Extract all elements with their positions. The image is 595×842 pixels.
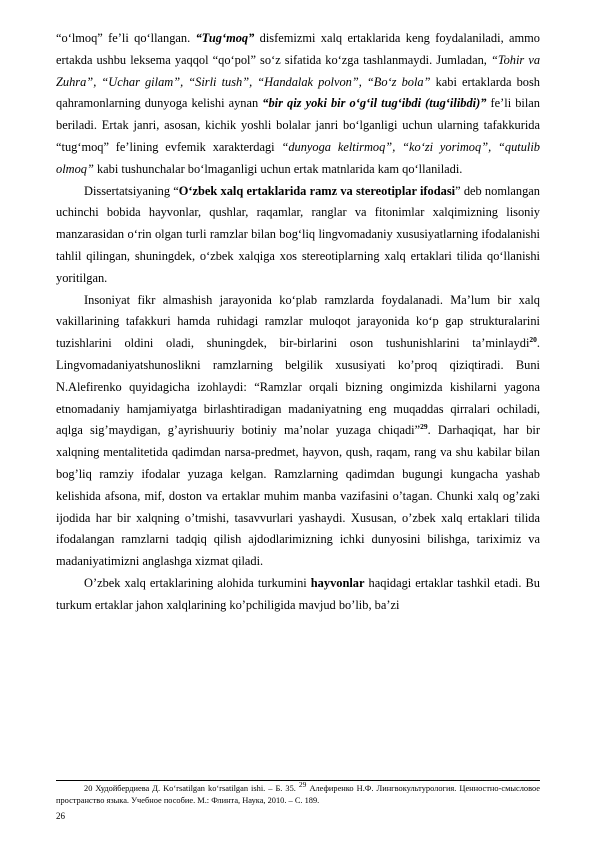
p4-text-2: haqidagi ertaklar tashkil etadi. Bu turkum ertaklar jahon xalqlarining ko’pchiligida mavjud bo’lib, ba’zi — [56, 575, 540, 612]
p1-text-1: “o‘lmoq” fe’li qo‘llangan. — [56, 31, 196, 45]
p1-text-2: disfemizmi xalq ertaklarida keng foydalaniladi, ammo ertakda ushbu leksema yaqqol “qo‘pol” so‘z sifatida ko‘zga tashlanmaydi. Jumladan, — [56, 31, 540, 67]
p4-term-hayvonlar: hayvonlar — [310, 575, 365, 590]
p1-text-4: fe’li bilan beriladi. Ertak janri, asosan, kichik yoshli bolalar janri bo‘lganligi uchun ularning tafakkurida “tug‘moq” fe’lining evfemik xarakterdagi — [56, 96, 541, 154]
p1-quote: “bir qiz yoki bir o‘g‘il tug‘ibdi (tug‘ilibdi)” — [262, 96, 487, 111]
p2-chapter-title: O‘zbek xalq ertaklarida ramz va stereotiplar ifodasi — [178, 183, 456, 198]
paragraph-1 — [56, 28, 540, 181]
paragraph-2 — [56, 181, 540, 290]
p1-euphemisms: “dunyoga keltirmoq”, “ko‘zi yorimoq”, “qutulib olmoq” — [56, 139, 540, 176]
p2-text-2: ” deb nomlangan uchinchi bobida hayvonlar, qushlar, raqamlar, ranglar va fitonimlar xalqimizning lisoniy manzarasidan o‘rin olgan turli ramzlar bilan bog‘liq lingvomadaniy xususiyatlarning ifodalanishi tahlil qilingan, shuningdek, o‘zbek xalqiga xos stereotiplarning xalq ertaklari tilida qo‘llanishi yoritilgan. — [56, 183, 540, 285]
footnote-29-marker: 29 — [298, 780, 307, 790]
p1-text-5: kabi tushunchalar bo‘lmaganligi uchun ertak matnlarida kam qo‘llaniladi. — [93, 161, 463, 176]
p1-tale-titles: “Tohir va Zuhra”, “Uchar gilam”, “Sirli tush”, “Handalak polvon”, “Bo‘z bola” — [56, 52, 541, 89]
footnote-ref-20[interactable]: 20 — [529, 335, 537, 345]
footnotes — [56, 780, 540, 807]
paragraph-3 — [56, 290, 540, 573]
footnote-20: 20 Худойбердиева Д. Ko‘rsatilgan ko‘rsatilgan ishi. – Б. 35. — [84, 784, 299, 793]
p2-text-1: Dissertatsiyaning “ — [84, 183, 179, 198]
page-body — [56, 28, 540, 617]
footnote-ref-29[interactable]: 29 — [420, 422, 428, 432]
footnote-29: Алефиренко Н.Ф. Лингвокультурология. Ценностно-смысловое пространство языка. Учебное пособие. М.: Флинта, Наука, 2010. – С. 189. — [56, 784, 540, 805]
p1-text-3: kabi ertaklarda bosh qahramonlarning dunyoga kelishi aynan — [56, 74, 540, 111]
p3-text-3: . Darhaqiqat, har bir xalqning mentalitetida qadimdan narsa-predmet, hayvon, qush, raqam, rang va shu kabilar bilan bog’liq ramziy ifodalar yuzaga kelgan. Ramzlarning qadimdan bugungi kungacha yashab kelishida afsona, mif, doston va ertaklar muhim manba vazifasini o’tagan. Chunki xalq og’zaki ijodida har bir xalqning o’tmishi, tasavvurlari yashaydi. Xususan, o’zbek xalq ertaklari tilida ifodalangan ramzlarni tadqiq qilish ajdodlarimizning ichki dunyosini bilishga, tariximiz va madaniyatimizni anglashga xizmat qiladi. — [56, 423, 540, 569]
p4-text-1: O’zbek xalq ertaklarining alohida turkumini — [84, 575, 311, 590]
page-number: 26 — [56, 811, 65, 821]
paragraph-4 — [56, 573, 540, 617]
p3-text-1: Insoniyat fikr almashish jarayonida ko‘plab ramzlarda foydalanadi. Ma’lum bir xalq vakillarining tafakkuri hamda ruhidagi ramzlar muloqot jarayonida ko‘p gap strukturalarini tuzishlarini oldini oladi, shuningdek, bir-birlarini oson tushunishlarini ta’minlaydi — [56, 292, 540, 351]
footnote-text — [56, 780, 540, 807]
p1-term-tugmoq: “Tug‘moq” — [195, 31, 255, 45]
p3-text-2: . Lingvomadaniyatshunoslikni ramzlarning belgilik xususiyati ko’proq qiziqtiradi. Buni N.Alefirenko quyidagicha izohlaydi: “Ramzlar orqali bizning ongimizda kishilarni yagona etnomadaniy hamjamiyatga birlashtiradigan madaniyatning eng muqaddas qirralari ochiladi, aqlga sig’maydigan, g’ayrishuuriy botiniy ma’nolar yuzaga chiqadi” — [56, 336, 540, 438]
